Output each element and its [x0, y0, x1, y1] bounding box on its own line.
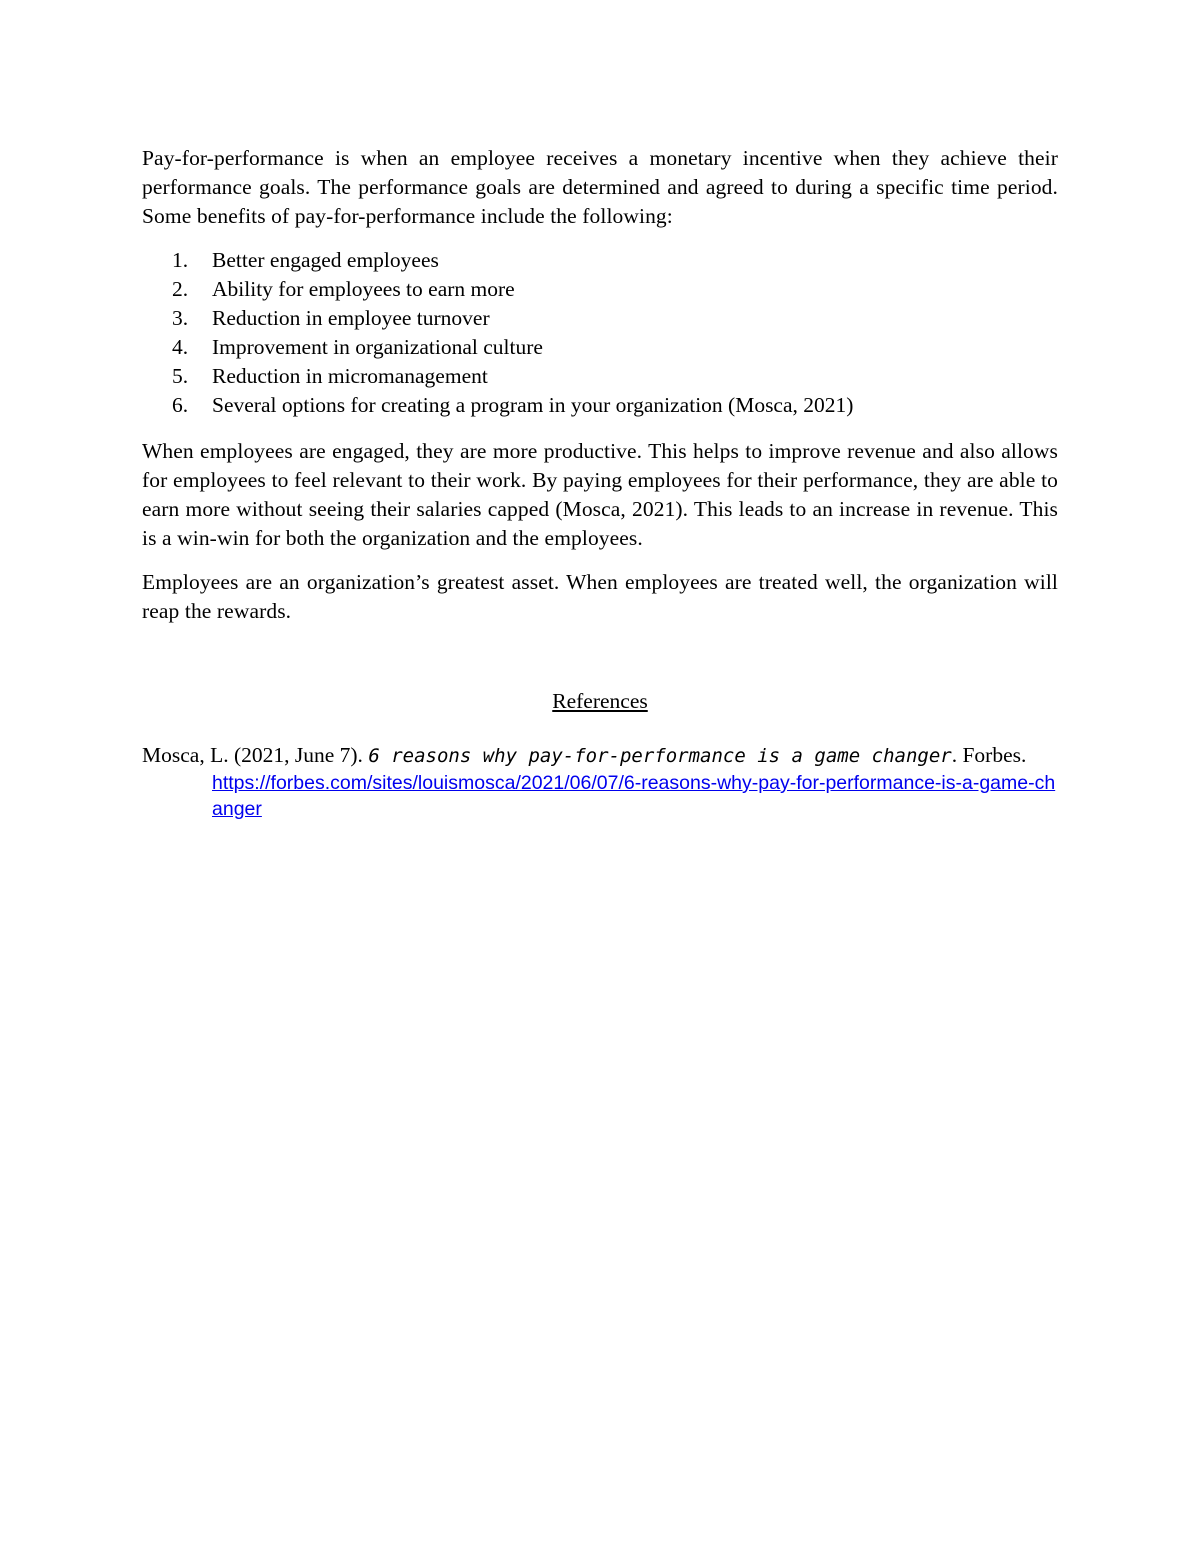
reference-citation-line	[142, 742, 1058, 770]
list-item	[142, 275, 1058, 304]
list-item-number: 4.	[172, 335, 189, 359]
reference-author-date: Mosca, L. (2021, June 7).	[142, 743, 369, 767]
list-item-text: Improvement in organizational culture	[212, 335, 543, 359]
list-item	[142, 246, 1058, 275]
asset-paragraph: Employees are an organization’s greatest asset. When employees are treated well, the organization will reap the rewards.	[142, 570, 1058, 623]
reference-url-link[interactable]: https://forbes.com/sites/louismosca/2021/06/07/6-reasons-why-pay-for-performance-is-a-game-changer	[212, 772, 1056, 820]
list-item-text: Better engaged employees	[212, 248, 439, 272]
document-page	[142, 0, 1058, 1553]
list-item	[142, 391, 1058, 420]
reference-publisher: . Forbes.	[951, 743, 1027, 767]
list-item-text: Reduction in micromanagement	[212, 364, 488, 388]
reference-entry	[142, 742, 1058, 822]
list-item	[142, 333, 1058, 362]
list-item	[142, 304, 1058, 333]
list-item-number: 6.	[172, 393, 189, 417]
list-item-number: 1.	[172, 248, 189, 272]
references-heading: References	[552, 689, 648, 713]
list-item-text: Reduction in employee turnover	[212, 306, 490, 330]
reference-title: 6 reasons why pay-for-performance is a game changer	[368, 745, 952, 767]
intro-paragraph: Pay-for-performance is when an employee receives a monetary incentive when they achieve their performance goals. The performance goals are determined and agreed to during a specific time period. Some benefits of pay-for-performance include the following:	[142, 146, 1058, 228]
list-item-number: 3.	[172, 306, 189, 330]
list-item	[142, 362, 1058, 391]
list-item-number: 5.	[172, 364, 189, 388]
benefits-list	[142, 246, 1058, 420]
list-item-number: 2.	[172, 277, 189, 301]
list-item-text: Ability for employees to earn more	[212, 277, 515, 301]
list-item-text: Several options for creating a program in your organization (Mosca, 2021)	[212, 393, 854, 417]
engagement-paragraph: When employees are engaged, they are more productive. This helps to improve revenue and also allows for employees to feel relevant to their work. By paying employees for their performance, they are able to earn more without seeing their salaries capped (Mosca, 2021). This leads to an increase in revenue. This is a win-win for both the organization and the employees.	[142, 439, 1058, 550]
